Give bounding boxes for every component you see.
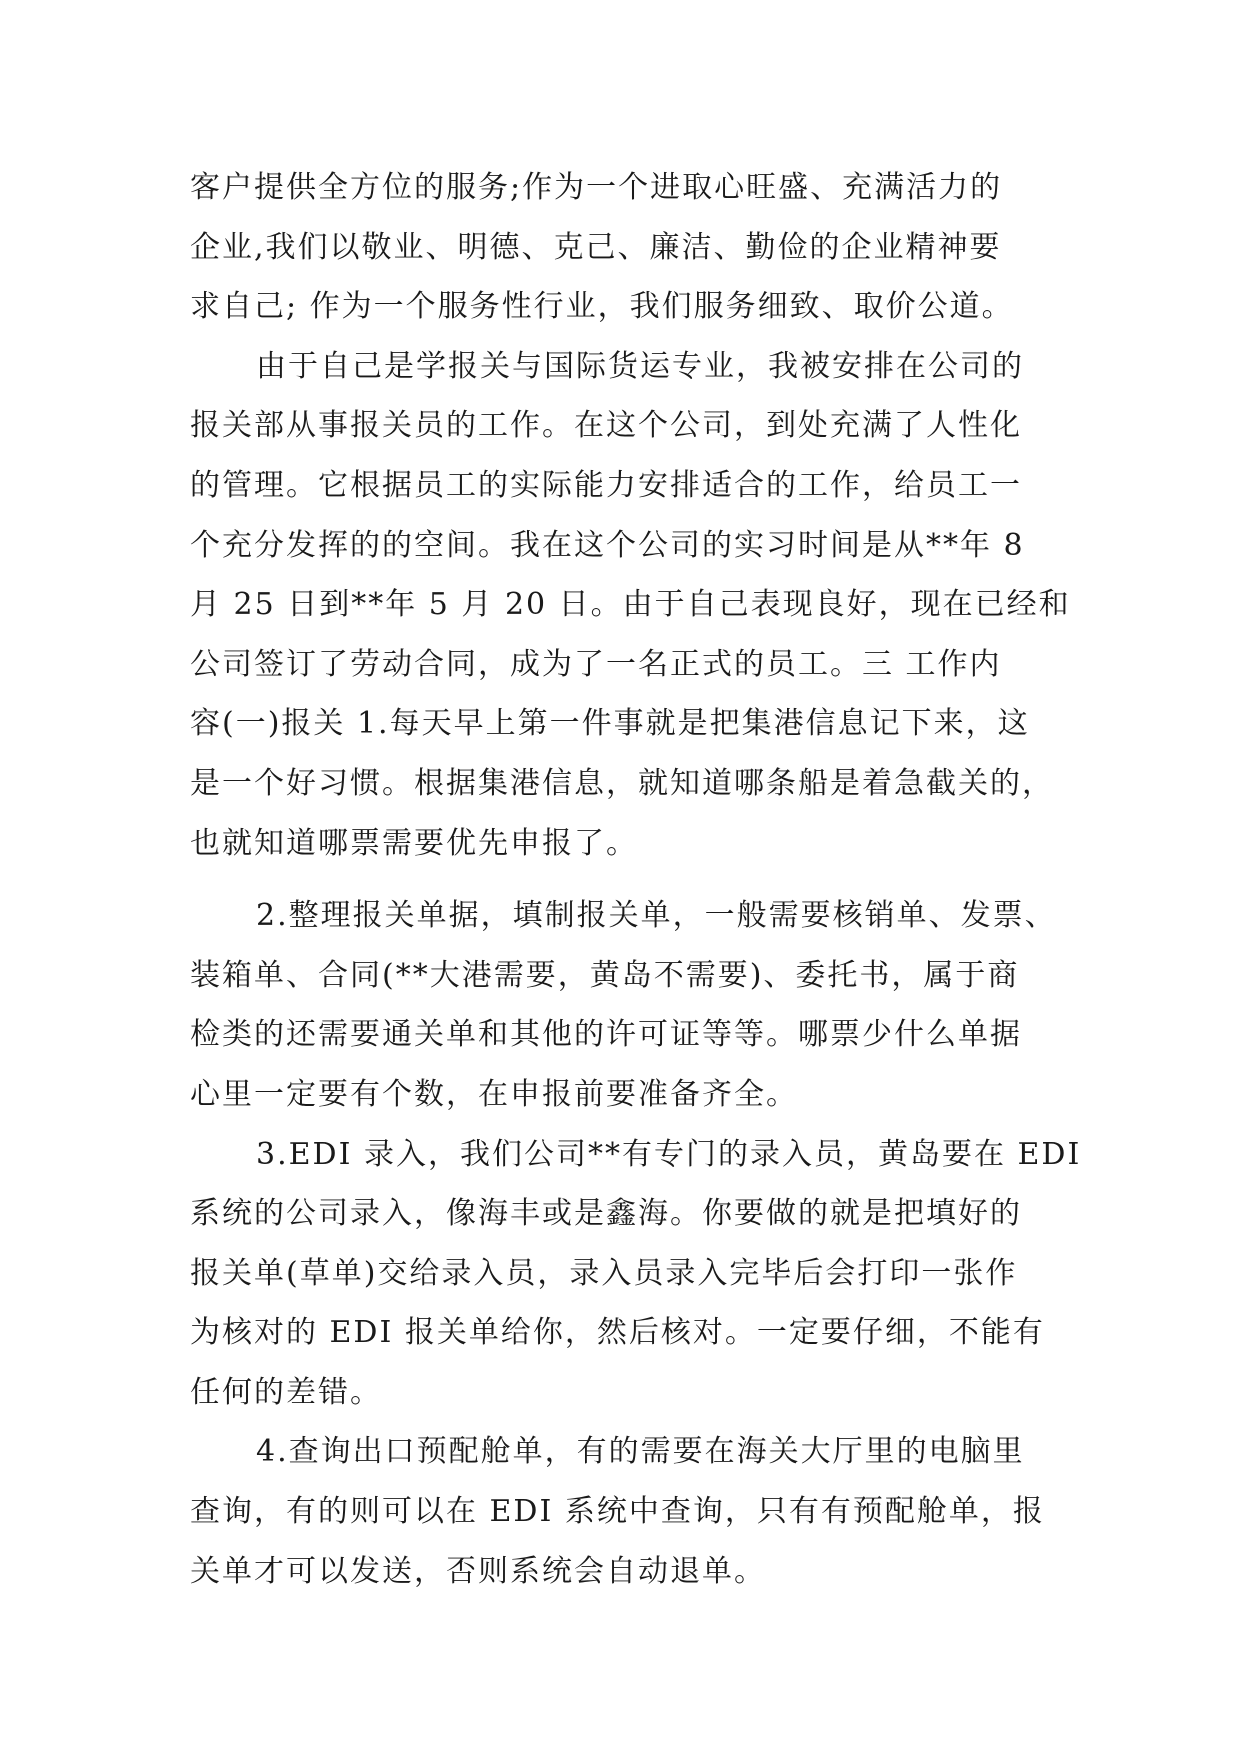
paragraph-gap [190,873,1060,886]
text-line: 装箱单、合同(**大港需要，黄岛不需要)、委托书，属于商 [190,957,1020,993]
text-line: 容(一)报关 1.每天早上第一件事就是把集港信息记下来，这 [190,706,1030,742]
paragraph-first-line: 2.整理报关单据，填制报关单，一般需要核销单、发票、 [256,898,1057,934]
text-line: 心里一定要有个数，在申报前要准备齐全。 [190,1076,798,1112]
text-line: 公司签订了劳动合同，成为了一名正式的员工。三 工作内 [190,646,1002,682]
text-line: 月 25 日到**年 5 月 20 日。由于自己表现良好，现在已经和 [190,587,1071,623]
text-line: 的管理。它根据员工的实际能力安排适合的工作，给员工一 [190,467,1022,503]
text-line: 个充分发挥的的空间。我在这个公司的实习时间是从**年 8 [190,527,1025,563]
text-line: 求自己; 作为一个服务性行业，我们服务细致、取价公道。 [190,289,1014,325]
paragraph-first-line: 4.查询出口预配舱单，有的需要在海关大厅里的电脑里 [256,1434,1025,1470]
text-line: 检类的还需要通关单和其他的许可证等等。哪票少什么单据 [190,1017,1022,1053]
text-line: 也就知道哪票需要优先申报了。 [190,825,638,861]
text-line: 客户提供全方位的服务;作为一个进取心旺盛、充满活力的 [190,170,1003,205]
text-line: 关单才可以发送，否则系统会自动退单。 [190,1553,766,1589]
text-line: 系统的公司录入，像海丰或是鑫海。你要做的就是把填好的 [190,1196,1022,1232]
text-line: 查询，有的则可以在 EDI 系统中查询，只有有预配舱单，报 [190,1494,1045,1530]
body-text [190,158,1082,1601]
paragraph-first-line: 由于自己是学报关与国际货运专业，我被安排在公司的 [256,348,1024,384]
text-line: 企业,我们以敬业、明德、克己、廉洁、勤俭的企业精神要 [190,229,1002,265]
text-line: 是一个好习惯。根据集港信息，就知道哪条船是着急截关的， [190,765,1054,801]
text-line: 为核对的 EDI 报关单给你，然后核对。一定要仔细，不能有 [190,1315,1045,1351]
text-line: 报关部从事报关员的工作。在这个公司，到处充满了人性化 [190,408,1022,444]
text-line: 任何的差错。 [190,1374,382,1410]
paragraph-first-line: 3.EDI 录入，我们公司**有专门的录入员，黄岛要在 EDI [256,1136,1082,1172]
text-line: 报关单(草单)交给录入员，录入员录入完毕后会打印一张作 [190,1255,1018,1291]
